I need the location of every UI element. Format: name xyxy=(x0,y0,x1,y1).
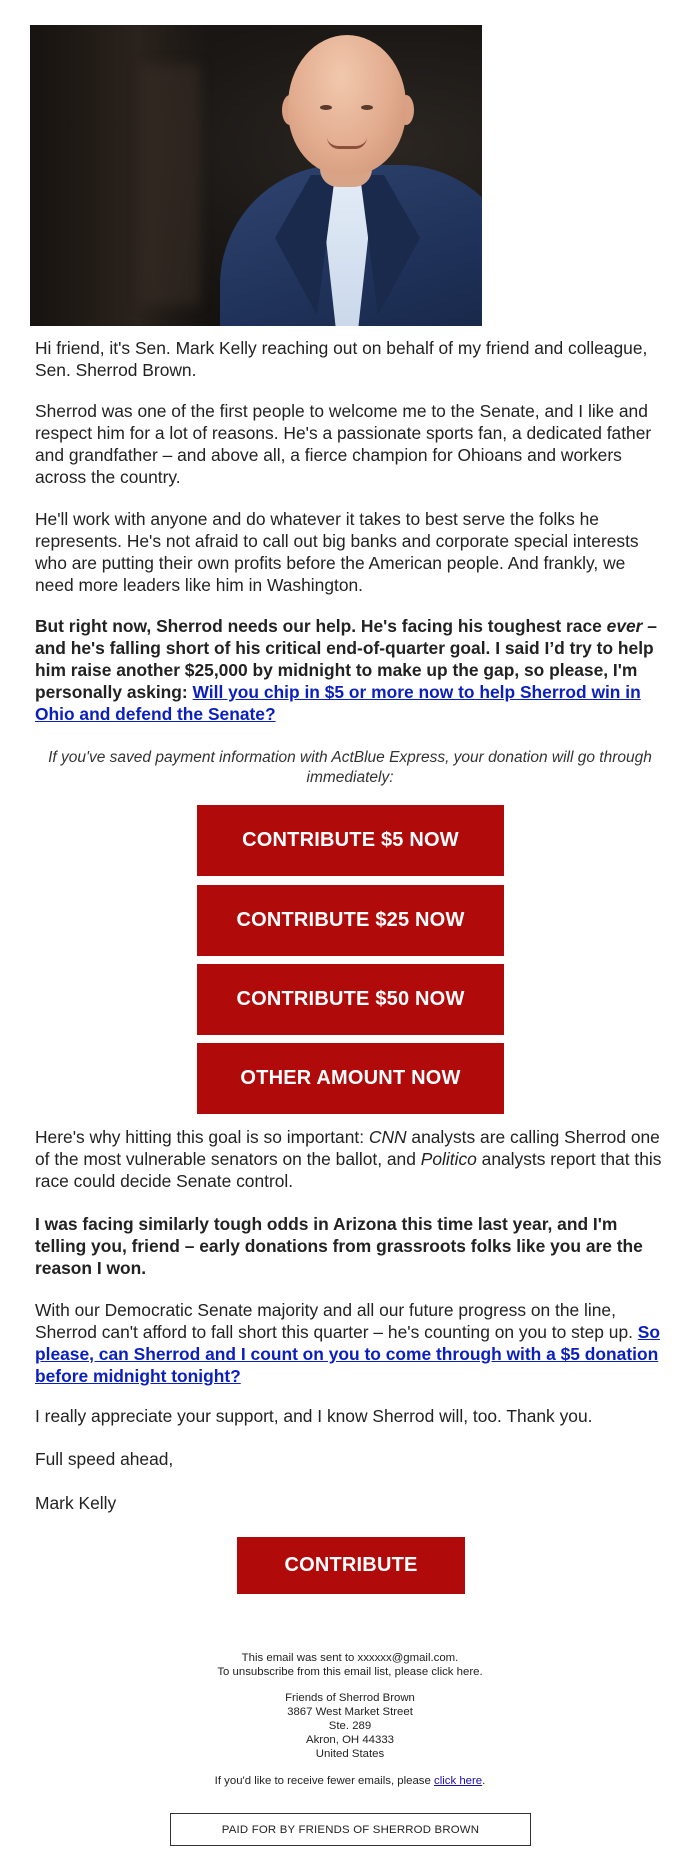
paid-for-disclaimer: PAID FOR BY FRIENDS OF SHERROD BROWN xyxy=(170,1813,531,1846)
paragraph-majority xyxy=(35,1299,665,1387)
org-name: Friends of Sherrod Brown xyxy=(285,1692,415,1704)
why-text-c: analysts report that this race could decide Senate control. xyxy=(35,1149,662,1191)
country: United States xyxy=(315,1748,385,1760)
contribute-50-button[interactable]: CONTRIBUTE $50 NOW xyxy=(197,964,504,1035)
paragraph-arizona xyxy=(35,1213,665,1279)
unsubscribe-text[interactable]: To unsubscribe from this email list, please click here. xyxy=(217,1666,483,1678)
ask-text-b: – and he's falling short of his critical end-of-quarter goal. I said I’d try to help him raise another $25,000 by midnight to make up the gap, so please, I'm personally asking: xyxy=(35,616,657,702)
chip-in-link[interactable]: Will you chip in $5 or more now to help Sherrod win in Ohio and defend the Senate? xyxy=(35,682,641,724)
why-text-a: Here's why hitting this goal is so important: xyxy=(35,1127,369,1147)
paragraph-text: He'll work with anyone and do whatever it takes to best serve the folks he represents. He's not afraid to call out big banks and corporate special interests who are putting their own profits before the American people. And frankly, we need more leaders like him in Washington. xyxy=(35,509,639,595)
paragraph-text xyxy=(35,1299,665,1387)
paragraph-text xyxy=(35,615,665,725)
majority-text: With our Democratic Senate majority and all our future progress on the line, Sherrod can't afford to fall short this quarter – he's counting on you to step up. xyxy=(35,1300,638,1342)
footer-fewer-emails xyxy=(0,1774,700,1788)
fewer-emails-text: If you'd like to receive fewer emails, please xyxy=(214,1775,435,1787)
paragraph-text xyxy=(35,1126,665,1192)
contribute-25-button[interactable]: CONTRIBUTE $25 NOW xyxy=(197,885,504,956)
contribute-5-button[interactable]: CONTRIBUTE $5 NOW xyxy=(197,805,504,876)
politico-emphasis: Politico xyxy=(420,1149,477,1169)
street-address: 3867 West Market Street xyxy=(287,1706,413,1718)
signature xyxy=(35,1492,665,1514)
paragraph-ask xyxy=(35,615,665,725)
hero-photo xyxy=(30,25,482,326)
paragraph-text: Sherrod was one of the first people to welcome me to the Senate, and I like and respect him for a lot of reasons. He's a passionate sports fan, a dedicated father and grandfather – and above all, a fierce champion for Ohioans and workers across the country. xyxy=(35,401,652,487)
count-on-you-link[interactable]: So please, can Sherrod and I count on you to come through with a $5 donation before midnight tonight? xyxy=(35,1322,661,1386)
paragraph-sign-off xyxy=(35,1448,665,1470)
paragraph-works-with-anyone xyxy=(35,508,665,596)
sent-to-text: This email was sent to xxxxxx@gmail.com. xyxy=(241,1652,459,1664)
city-state-zip: Akron, OH 44333 xyxy=(305,1734,394,1746)
paragraph-text: I really appreciate your support, and I know Sherrod will, too. Thank you. xyxy=(35,1406,593,1426)
fewer-emails-link[interactable]: click here xyxy=(434,1775,483,1787)
cnn-emphasis: CNN xyxy=(368,1127,407,1147)
paragraph-why-important xyxy=(35,1126,665,1192)
ask-text-a: But right now, Sherrod needs our help. He's facing his toughest race xyxy=(35,616,607,636)
paragraph-welcome xyxy=(35,400,665,488)
fewer-emails-period: . xyxy=(482,1775,486,1787)
contribute-button[interactable]: CONTRIBUTE xyxy=(237,1537,465,1594)
ask-emphasis: ever xyxy=(606,616,643,636)
paragraph-text: Hi friend, it's Sen. Mark Kelly reaching out on behalf of my friend and colleague, Sen. Sherrod Brown. xyxy=(35,338,648,380)
paragraph-text: Full speed ahead, xyxy=(35,1449,174,1469)
other-amount-button[interactable]: OTHER AMOUNT NOW xyxy=(197,1043,504,1114)
actblue-note: If you've saved payment information with ActBlue Express, your donation will go through immediately: xyxy=(48,749,652,786)
paragraph-greeting xyxy=(35,337,665,381)
paragraph-text: I was facing similarly tough odds in Arizona this time last year, and I'm telling you, friend – early donations from grassroots folks like you are the reason I won. xyxy=(35,1214,643,1278)
paragraph-thanks xyxy=(35,1405,665,1427)
footer-recipient xyxy=(0,1651,700,1679)
signature-text: Mark Kelly xyxy=(35,1493,117,1513)
suite: Ste. 289 xyxy=(328,1720,372,1732)
why-text-b: analysts are calling Sherrod one of the most vulnerable senators on the ballot, and xyxy=(35,1127,660,1169)
footer-address xyxy=(0,1691,700,1761)
